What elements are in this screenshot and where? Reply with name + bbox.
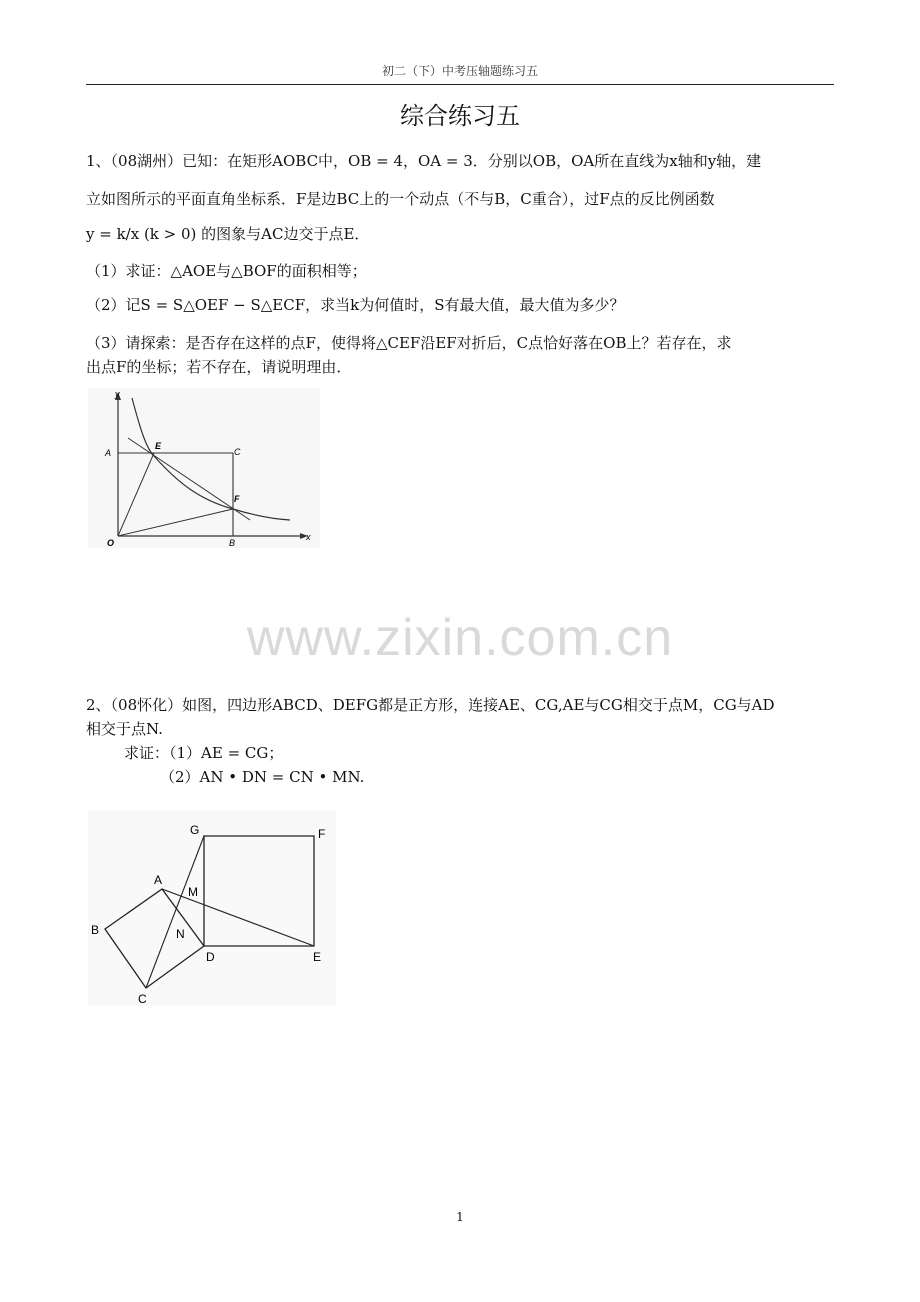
- q2-figure: [88, 810, 336, 1006]
- q1-line1: 1、（08湖州）已知：在矩形AOBC中，OB = 4，OA = 3．分别以OB，OA所在直线为x轴和y轴，建: [86, 152, 762, 170]
- label-x: x: [306, 532, 311, 542]
- header-rule: [86, 84, 834, 85]
- label-g: G: [190, 823, 200, 837]
- q1-line2: 立如图所示的平面直角坐标系．F是边BC上的一个动点（不与B，C重合），过F点的反比例函数: [86, 190, 715, 208]
- q1-part2: （2）记S = S△OEF − S△ECF，求当k为何值时，S有最大值，最大值为多少？: [86, 296, 625, 314]
- label-f: F: [234, 494, 240, 504]
- label-n: N: [176, 927, 185, 941]
- label-e2: E: [313, 950, 322, 964]
- label-c: C: [234, 447, 241, 457]
- label-f2: F: [318, 827, 326, 841]
- q1-part1: （1）求证：△AOE与△BOF的面积相等；: [86, 262, 367, 280]
- label-o: O: [107, 538, 115, 548]
- q2-proof1: 求证：（1）AE = CG；: [124, 744, 284, 762]
- q2-line2: 相交于点N.: [86, 720, 163, 738]
- label-y: y: [115, 389, 120, 399]
- label-c2: C: [138, 992, 147, 1006]
- label-a: A: [105, 448, 112, 458]
- label-m: M: [188, 885, 198, 899]
- q2-proof2: （2）AN • DN = CN • MN.: [160, 768, 365, 786]
- label-b2: B: [91, 923, 100, 937]
- page-title: 综合练习五: [400, 102, 520, 130]
- q1-part3b: 出点F的坐标；若不存在，请说明理由．: [86, 358, 352, 376]
- page-header: 初二（下）中考压轴题练习五: [381, 64, 538, 78]
- q1-figure: [88, 388, 320, 548]
- label-b: B: [229, 538, 236, 548]
- watermark: www.zixin.com.cn: [246, 609, 674, 667]
- q2-line1: 2、（08怀化）如图，四边形ABCD、DEFG都是正方形，连接AE、CG,AE与CG相交于点M，CG与AD: [86, 696, 775, 714]
- label-d: D: [206, 950, 215, 964]
- label-e: E: [155, 441, 162, 451]
- q1-part3a: （3）请探索：是否存在这样的点F，使得将△CEF沿EF对折后，C点恰好落在OB上？若存在，求: [86, 334, 732, 352]
- q1-line3: y = k/x (k > 0) 的图象与AC边交于点E．: [86, 225, 370, 243]
- label-a2: A: [154, 873, 163, 887]
- page-number: 1: [456, 1210, 464, 1224]
